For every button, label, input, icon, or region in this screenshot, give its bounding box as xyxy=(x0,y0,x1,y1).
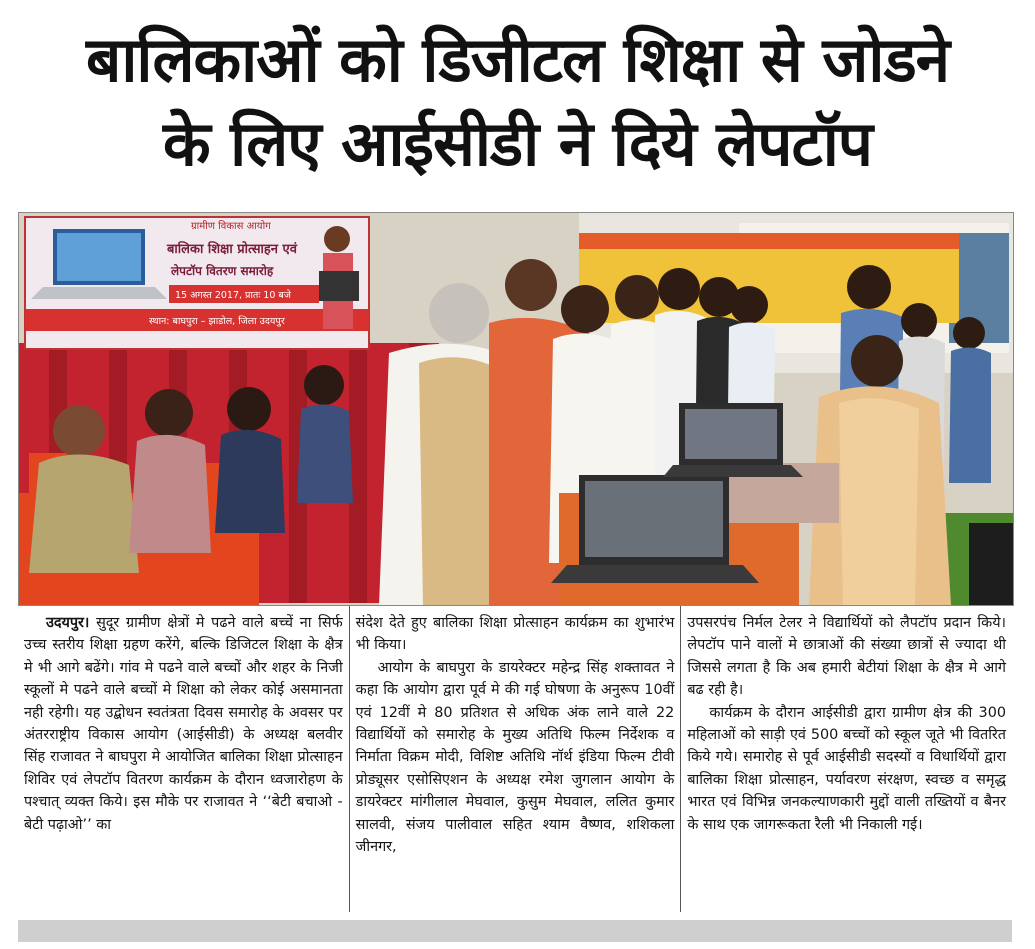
article-paragraph: आयोग के बाघपुरा के डायरेक्टर महेन्द्र सिंह शक्तावत ने कहा कि आयोग द्वारा पूर्व मे की गई घोषणा के अनुरूप 10वीं एवं 12वीं मे 80 प्रतिशत से अधिक अंक लाने वाले 22 विद्यार्थियों को समारोह के मुख्य अतिथि फिल्म निर्देशक व निर्माता विक्रम मोदी, विशिष्ट अतिथि नॉर्थ इंडिया फिल्म टीवी प्रोड्यूसर एसोसिएशन के अध्यक्ष रमेश जुगलान आयोग के डायरेक्टर मांगीलाल मेघवाल, कुसुम मेघवाल, ललित कुमार सालवी, संजय पालीवाल सहित श्याम वैष्णव, शशिकला जीनगर, xyxy=(355,659,675,856)
banner-title-top: ग्रामीण विकास आयोग xyxy=(191,221,271,232)
article-column-1 xyxy=(18,606,349,912)
banner-venue: स्थान: बाघपुरा – झाडोल, जिला उदयपुर xyxy=(149,316,285,327)
article-column-3 xyxy=(680,606,1012,912)
article-paragraph: संदेश देते हुए बालिका शिक्षा प्रोत्साहन कार्यक्रम का शुभारंभ भी किया। xyxy=(355,615,675,654)
headline xyxy=(0,18,1035,186)
dateline: उदयपुर। xyxy=(46,615,90,631)
news-photo xyxy=(18,212,1014,606)
headline-line-2: के लिए आईसीडी ने दिये लेपटॉप xyxy=(162,107,873,180)
banner-title-main: बालिका शिक्षा प्रोत्साहन एवं xyxy=(167,242,297,257)
article-body xyxy=(18,606,1012,912)
banner-date: 15 अगस्त 2017, प्रातः 10 बजे xyxy=(175,290,291,301)
article-paragraph: कार्यक्रम के दौरान आईसीडी द्वारा ग्रामीण क्षेत्र की 300 महिलाओं को साड़ी एवं 500 बच्चों को स्कूल जूते भी वितरित किये गये। समारोह से पूर्व आईसीडी सदस्यों व विधार्थियों द्वारा बालिका शिक्षा प्रोत्साहन, पर्यावरण संरक्षण, स्वच्छ व समृद्ध भारत एवं विभिन्न जनकल्याणकारी मुद्दों वाली तख्तियों व बैनर के साथ एक जागरूकता रैली भी निकाली गई। xyxy=(687,704,1007,833)
footer-band xyxy=(18,920,1012,942)
headline-line-1: बालिकाओं को डिजीटल शिक्षा से जोडने xyxy=(85,23,950,96)
banner-title-sub: लेपटॉप वितरण समारोह xyxy=(171,264,274,278)
article-column-2 xyxy=(349,606,681,912)
article-paragraph: उपसरपंच निर्मल टेलर ने विद्यार्थियों को लैपटॉप प्रदान किये। लेपटॉप पाने वालों मे छात्राओं की संख्या छात्रों से ज्यादा थी जिससे लगता है कि अब हमारी बेटीयां शिक्षा के क्षैत्र मे आगे बढ रही है। xyxy=(687,615,1007,699)
event-banner xyxy=(25,217,369,349)
article-paragraph: सुदूर ग्रामीण क्षेत्रों मे पढने वाले बच्चें ना सिर्फ उच्च स्तरीय शिक्षा ग्रहण करेंगे, बल्कि डिजिटल शिक्षा के क्षैत्र मे भी आगे बढेंगे। गांव मे पढने वाले बच्चों और शहर के निजी स्कूलों मे पढने वाले बच्चों मे शिक्षा को लेकर कोई असमानता नही रहेगी। यह उद्बोधन स्वतंत्रता दिवस समारोह के अवसर पर अंतरराष्ट्रीय विकास आयोग (आईसीडी) के अध्यक्ष बलवीर सिंह राजावत ने बाघपुरा मे आयोजित बालिका शिक्षा प्रोत्साहन शिविर एवं लेपटॉप वितरण कार्यक्रम के दौरान ध्वजारोहण के पश्चात् व्यक्त किये। इस मौके पर राजावत ने ‘‘बेटी बचाओ - बेटी पढ़ाओ’’ का xyxy=(24,615,343,833)
